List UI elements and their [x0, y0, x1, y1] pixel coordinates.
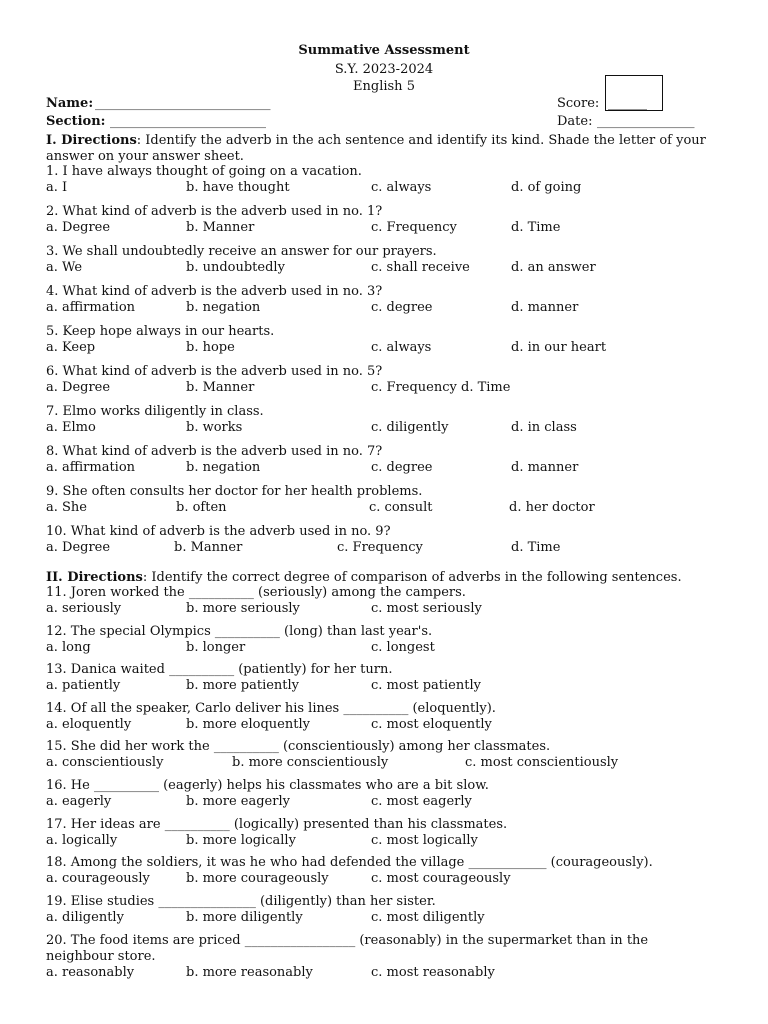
option-16-c[interactable]: c. most eagerly	[371, 794, 472, 809]
option-19-c[interactable]: c. most diligently	[371, 910, 485, 925]
option-15-a[interactable]: a. conscientiously	[46, 755, 164, 770]
option-7-d[interactable]: d. in class	[511, 420, 577, 435]
option-10-b[interactable]: b. Manner	[174, 540, 243, 555]
question-9: 9. She often consults her doctor for her health problems.	[46, 484, 423, 499]
option-2-b[interactable]: b. Manner	[186, 220, 255, 235]
name-blank[interactable]: ___________________________	[95, 96, 271, 111]
option-1-a[interactable]: a. I	[46, 180, 68, 195]
question-20: 20. The food items are priced _________________ (reasonably) in the supermarket than in the neighbour store.	[46, 933, 649, 964]
option-10-a[interactable]: a. Degree	[46, 540, 111, 555]
option-19-b[interactable]: b. more diligently	[186, 910, 303, 925]
option-14-a[interactable]: a. eloquently	[46, 717, 132, 732]
option-3-b[interactable]: b. undoubtedly	[186, 260, 285, 275]
option-5-d[interactable]: d. in our heart	[511, 340, 607, 355]
option-5-a[interactable]: a. Keep	[46, 340, 96, 355]
question-5: 5. Keep hope always in our hearts.	[46, 324, 275, 339]
option-9-c[interactable]: c. consult	[369, 500, 433, 515]
option-17-b[interactable]: b. more logically	[186, 833, 296, 848]
question-14: 14. Of all the speaker, Carlo deliver his lines __________ (eloquently).	[46, 701, 496, 716]
question-8: 8. What kind of adverb is the adverb used in no. 7?	[46, 444, 383, 459]
doc-title: Summative Assessment	[298, 43, 470, 58]
option-2-d[interactable]: d. Time	[511, 220, 561, 235]
option-8-c[interactable]: c. degree	[371, 460, 433, 475]
question-10: 10. What kind of adverb is the adverb used in no. 9?	[46, 524, 391, 539]
part2-text: : Identify the correct degree of comparison of adverbs in the following sentences.	[142, 570, 682, 585]
option-6-a[interactable]: a. Degree	[46, 380, 111, 395]
part1-label: I. Directions	[46, 133, 137, 148]
question-18: 18. Among the soldiers, it was he who had defended the village ____________ (courageously).	[46, 855, 653, 870]
option-20-c[interactable]: c. most reasonably	[371, 965, 495, 980]
option-11-a[interactable]: a. seriously	[46, 601, 122, 616]
part1-directions	[46, 133, 726, 165]
option-7-a[interactable]: a. Elmo	[46, 420, 96, 435]
section-label: Section:	[46, 114, 106, 129]
section-blank[interactable]: ________________________	[110, 114, 266, 129]
option-6-b[interactable]: b. Manner	[186, 380, 255, 395]
option-16-a[interactable]: a. eagerly	[46, 794, 112, 809]
school-year: S.Y. 2023-2024	[334, 62, 434, 77]
option-11-c[interactable]: c. most seriously	[371, 601, 482, 616]
score-box[interactable]	[605, 75, 663, 111]
question-15: 15. She did her work the __________ (conscientiously) among her classmates.	[46, 739, 551, 754]
question-11: 11. Joren worked the __________ (seriously) among the campers.	[46, 585, 466, 600]
option-2-a[interactable]: a. Degree	[46, 220, 111, 235]
option-13-a[interactable]: a. patiently	[46, 678, 121, 693]
option-12-c[interactable]: c. longest	[371, 640, 435, 655]
part2-directions	[46, 570, 726, 586]
subject: English 5	[353, 79, 415, 94]
date-label: Date:	[557, 114, 593, 129]
option-19-a[interactable]: a. diligently	[46, 910, 124, 925]
option-17-c[interactable]: c. most logically	[371, 833, 478, 848]
question-4: 4. What kind of adverb is the adverb used in no. 3?	[46, 284, 383, 299]
question-13: 13. Danica waited __________ (patiently) for her turn.	[46, 662, 393, 677]
option-11-b[interactable]: b. more seriously	[186, 601, 300, 616]
question-7: 7. Elmo works diligently in class.	[46, 404, 264, 419]
option-7-c[interactable]: c. diligently	[371, 420, 449, 435]
option-4-d[interactable]: d. manner	[511, 300, 579, 315]
option-12-b[interactable]: b. longer	[186, 640, 246, 655]
option-15-b[interactable]: b. more conscientiously	[232, 755, 389, 770]
option-18-a[interactable]: a. courageously	[46, 871, 150, 886]
option-1-d[interactable]: d. of going	[511, 180, 582, 195]
part2-label: II. Directions	[46, 570, 143, 585]
question-6: 6. What kind of adverb is the adverb used in no. 5?	[46, 364, 383, 379]
option-3-c[interactable]: c. shall receive	[371, 260, 470, 275]
option-4-a[interactable]: a. affirmation	[46, 300, 136, 315]
question-3: 3. We shall undoubtedly receive an answer for our prayers.	[46, 244, 437, 259]
option-18-c[interactable]: c. most courageously	[371, 871, 511, 886]
option-15-c[interactable]: c. most conscientiously	[465, 755, 619, 770]
option-5-b[interactable]: b. hope	[186, 340, 235, 355]
option-9-a[interactable]: a. She	[46, 500, 87, 515]
option-7-b[interactable]: b. works	[186, 420, 243, 435]
option-3-a[interactable]: a. We	[46, 260, 83, 275]
question-19: 19. Elise studies _______________ (diligently) than her sister.	[46, 894, 436, 909]
option-8-b[interactable]: b. negation	[186, 460, 261, 475]
option-12-a[interactable]: a. long	[46, 640, 91, 655]
question-16: 16. He __________ (eagerly) helps his classmates who are a bit slow.	[46, 778, 489, 793]
option-2-c[interactable]: c. Frequency	[371, 220, 457, 235]
option-4-b[interactable]: b. negation	[186, 300, 261, 315]
name-label: Name:	[46, 96, 94, 111]
question-1: 1. I have always thought of going on a vacation.	[46, 164, 362, 179]
option-9-b[interactable]: b. often	[176, 500, 227, 515]
option-16-b[interactable]: b. more eagerly	[186, 794, 290, 809]
option-8-d[interactable]: d. manner	[511, 460, 579, 475]
option-1-b[interactable]: b. have thought	[186, 180, 290, 195]
option-5-c[interactable]: c. always	[371, 340, 432, 355]
question-12: 12. The special Olympics __________ (long) than last year's.	[46, 624, 433, 639]
option-13-b[interactable]: b. more patiently	[186, 678, 300, 693]
question-17: 17. Her ideas are __________ (logically) presented than his classmates.	[46, 817, 508, 832]
option-17-a[interactable]: a. logically	[46, 833, 118, 848]
option-20-b[interactable]: b. more reasonably	[186, 965, 313, 980]
part1-text: : Identify the adverb in the ach sentence and identify its kind. Shade the letter of your answer on your answer sheet.	[46, 133, 706, 164]
option-20-a[interactable]: a. reasonably	[46, 965, 135, 980]
option-13-c[interactable]: c. most patiently	[371, 678, 481, 693]
option-18-b[interactable]: b. more courageously	[186, 871, 329, 886]
score-label: Score:	[557, 96, 600, 111]
option-9-d[interactable]: d. her doctor	[509, 500, 595, 515]
option-6-c[interactable]: c. Frequency d. Time	[371, 380, 511, 395]
score-blank[interactable]: ______	[608, 96, 647, 111]
option-14-b[interactable]: b. more eloquently	[186, 717, 310, 732]
date-blank[interactable]: _______________	[597, 114, 695, 129]
option-3-d[interactable]: d. an answer	[511, 260, 596, 275]
option-4-c[interactable]: c. degree	[371, 300, 433, 315]
option-10-c[interactable]: c. Frequency	[337, 540, 423, 555]
option-14-c[interactable]: c. most eloquently	[371, 717, 492, 732]
option-10-d[interactable]: d. Time	[511, 540, 561, 555]
option-1-c[interactable]: c. always	[371, 180, 432, 195]
option-8-a[interactable]: a. affirmation	[46, 460, 136, 475]
question-2: 2. What kind of adverb is the adverb used in no. 1?	[46, 204, 383, 219]
